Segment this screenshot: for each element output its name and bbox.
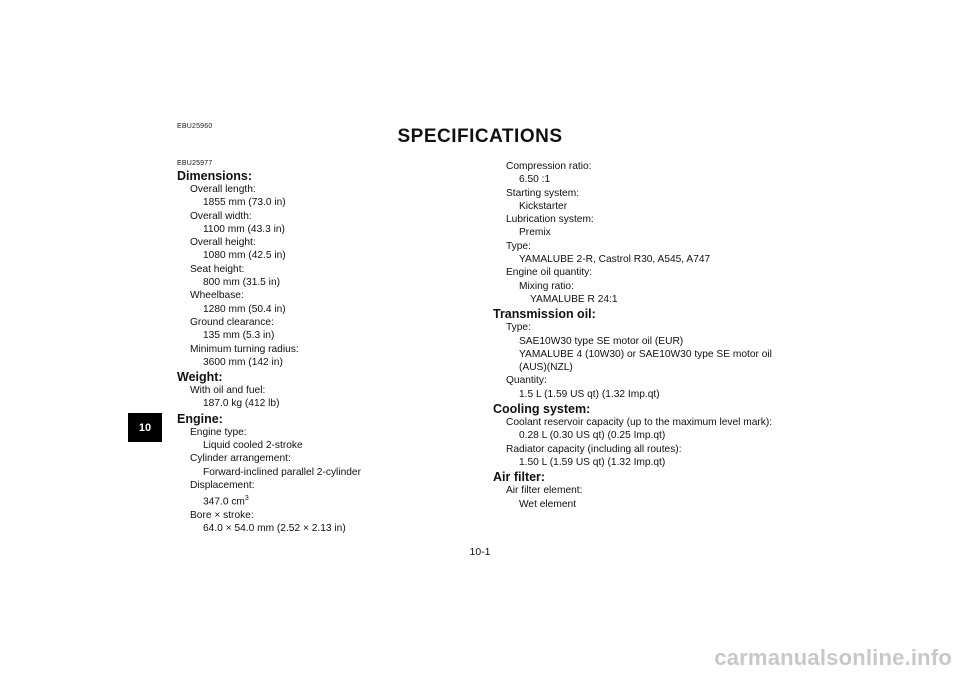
spec-value: 0.28 L (0.30 US qt) (0.25 Imp.qt) — [519, 430, 666, 442]
spec-subvalue: YAMALUBE R 24:1 — [530, 293, 618, 305]
weight-heading: Weight: — [177, 370, 223, 385]
spec-label: Bore × stroke: — [190, 509, 254, 521]
spec-label: Coolant reservoir capacity (up to the maximum level mark): — [506, 417, 773, 429]
right-column — [493, 160, 813, 511]
dimensions-heading: Dimensions: — [177, 169, 253, 183]
left-column — [177, 160, 477, 536]
spec-label: Lubrication system: — [506, 214, 594, 226]
spec-value: 1280 mm (50.4 in) — [203, 303, 286, 315]
spec-value: 800 mm (31.5 in) — [203, 277, 281, 289]
spec-label: Quantity: — [506, 375, 547, 387]
spec-value: 3600 mm (142 in) — [203, 356, 283, 368]
spec-label: Overall width: — [190, 210, 252, 222]
dimensions-code: EBU25977 — [177, 160, 213, 167]
spec-value: 6.50 :1 — [519, 174, 551, 186]
displacement-superscript: 3 — [244, 495, 249, 503]
spec-label: Starting system: — [506, 187, 580, 199]
spec-label: Air filter element: — [506, 485, 583, 497]
spec-label: With oil and fuel: — [190, 385, 266, 397]
engine-heading: Engine: — [177, 411, 223, 426]
spec-label: Type: — [506, 240, 531, 252]
spec-label: Compression ratio: — [506, 161, 592, 172]
spec-value-displacement — [177, 492, 477, 509]
spec-value: Wet element — [519, 498, 577, 510]
spec-label: Ground clearance: — [190, 316, 274, 328]
spec-value: Premix — [519, 227, 551, 239]
spec-value: 64.0 × 54.0 mm (2.52 × 2.13 in) — [203, 523, 346, 535]
spec-value: 135 mm (5.3 in) — [203, 330, 275, 342]
page-title: SPECIFICATIONS — [397, 126, 563, 147]
spec-value: 187.0 kg (412 lb) — [203, 398, 280, 410]
spec-label: Overall height: — [190, 237, 256, 249]
section-code: EBU25960 — [177, 123, 213, 130]
transmission-heading: Transmission oil: — [493, 307, 596, 322]
spec-label: Type: — [506, 322, 531, 334]
spec-value: YAMALUBE 2-R, Castrol R30, A545, A747 — [519, 254, 711, 266]
spec-label: Minimum turning radius: — [190, 343, 299, 355]
spec-value: SAE10W30 type SE motor oil (EUR) — [519, 335, 684, 347]
spec-value: 1.5 L (1.59 US qt) (1.32 Imp.qt) — [519, 388, 660, 400]
spec-value: 1.50 L (1.59 US qt) (1.32 Imp.qt) — [519, 456, 666, 468]
spec-value: 1100 mm (43.3 in) — [203, 223, 285, 235]
spec-label: Overall length: — [190, 184, 256, 195]
spec-label: Seat height: — [190, 263, 245, 275]
spec-value: Mixing ratio: — [519, 280, 574, 292]
spec-value: YAMALUBE 4 (10W30) or SAE10W30 type SE motor oil — [519, 348, 772, 360]
watermark: carmanualsonline.info — [714, 645, 952, 670]
spec-label: Engine oil quantity: — [506, 267, 593, 279]
spec-value: Forward-inclined parallel 2-cylinder — [203, 466, 361, 478]
spec-label: Displacement: — [190, 479, 255, 491]
cooling-heading: Cooling system: — [493, 402, 591, 417]
spec-value: (AUS)(NZL) — [519, 362, 573, 374]
spec-value: Liquid cooled 2-stroke — [203, 440, 303, 452]
spec-label: Wheelbase: — [190, 290, 244, 302]
spec-value: 1855 mm (73.0 in) — [203, 197, 286, 209]
spec-value: Kickstarter — [519, 200, 568, 212]
displacement-value: 347.0 cm — [203, 496, 245, 508]
chapter-tab: 10 — [128, 413, 162, 442]
air-filter-heading: Air filter: — [493, 470, 546, 485]
page-number: 10-1 — [469, 546, 491, 558]
spec-value: 1080 mm (42.5 in) — [203, 250, 286, 262]
spec-label: Radiator capacity (including all routes): — [506, 443, 682, 455]
spec-label: Cylinder arrangement: — [190, 453, 291, 465]
spec-label: Engine type: — [190, 426, 247, 438]
